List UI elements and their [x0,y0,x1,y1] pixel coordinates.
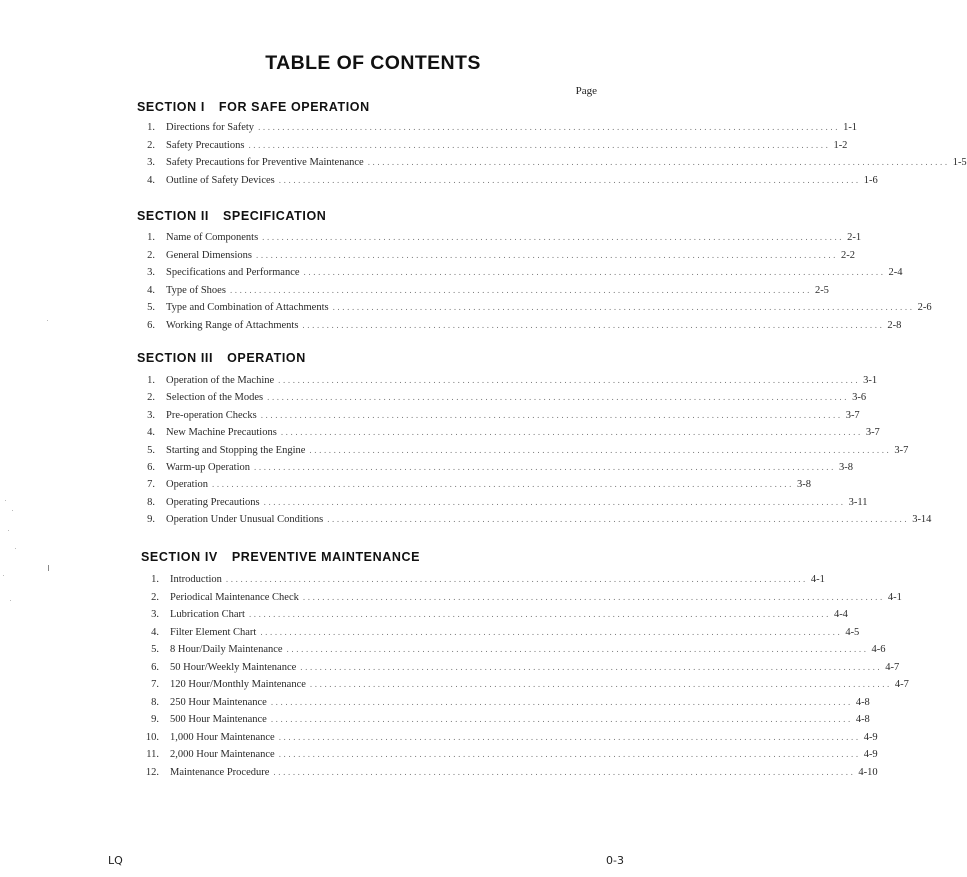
entry-number: 11. [146,749,159,760]
entry-page: 3-11 [848,496,868,508]
section-heading [141,550,420,564]
entry-title: Operating Precautions [166,496,260,508]
entry-page: 3-14 [912,514,932,526]
section-heading [137,209,326,223]
entry-number: 5. [151,644,159,655]
entry-number: 1. [151,574,159,585]
toc-entry[interactable] [137,157,967,173]
entry-number: 8. [151,696,159,708]
dot-leader: ........................................................................................................................ [278,375,861,385]
section-name: FOR SAFE OPERATION [218,100,370,114]
document-title: TABLE OF CONTENTS [265,52,481,74]
entry-page: 4-6 [871,644,886,655]
dot-leader: ........................................................................................................................ [260,626,843,637]
entry-title: Directions for Safety [166,122,255,133]
dot-leader: ........................................................................................................................ [327,514,910,525]
toc-entry[interactable] [137,479,811,495]
entry-number: 5. [147,302,155,314]
entry-title: Warm-up Operation [166,462,250,473]
entry-title: Type of Shoes [166,284,226,296]
toc-entry[interactable] [141,696,870,713]
entry-page: 2-4 [888,267,903,279]
entry-title: Operation Under Unusual Conditions [166,514,324,526]
dot-leader: ........................................................................................................................ [258,122,841,132]
toc-entry[interactable] [137,267,903,283]
entry-page: 2-1 [847,232,862,243]
dot-leader: ........................................................................................................................ [263,496,846,507]
entry-page: 2-5 [814,284,829,296]
entry-title: Name of Components [166,232,259,243]
section-number: SECTION IV [141,550,218,564]
entry-title: Selection of the Modes [166,392,264,404]
dot-leader: ........................................................................................................................ [367,157,950,168]
entry-page: 4-7 [894,679,909,690]
toc-entry[interactable] [141,766,878,783]
section-name: PREVENTIVE MAINTENANCE [231,550,421,564]
toc-entry[interactable] [137,139,848,156]
toc-entry[interactable] [141,661,900,678]
toc-entry[interactable] [137,462,853,478]
toc-entry[interactable] [137,514,932,530]
entry-title: Safety Precautions for Preventive Maintenance [166,157,364,169]
entry-title: Safety Precautions [166,139,245,151]
dot-leader: ........................................................................................................................ [278,731,861,742]
dot-leader: ........................................................................................................................ [248,139,831,150]
entry-number: 4. [147,427,155,439]
entry-number: 9. [147,514,155,526]
dot-leader: ........................................................................................................................ [260,409,843,420]
entry-number: 2. [151,591,159,603]
dot-leader: ........................................................................................................................ [302,320,885,330]
entry-title: General Dimensions [166,249,253,261]
toc-entry[interactable] [137,375,878,391]
dot-leader: ........................................................................................................................ [278,174,861,185]
entry-title: Type and Combination of Attachments [166,302,329,314]
entry-page: 4-8 [855,714,870,725]
section-number: SECTION II [137,209,209,223]
entry-title: Operation [166,479,208,491]
entry-number: 7. [147,479,155,491]
entry-number: 4. [151,626,159,638]
toc-entry[interactable] [137,444,909,461]
entry-page: 1-2 [833,139,848,151]
toc-entry[interactable] [141,644,886,660]
entry-number: 9. [151,714,159,725]
entry-title: Maintenance Procedure [170,766,270,778]
toc-entry[interactable] [137,122,858,138]
entry-page: 4-9 [863,731,878,743]
entry-title: Working Range of Attachments [166,320,299,331]
toc-entry[interactable] [137,427,880,443]
entry-title: 1,000 Hour Maintenance [170,731,275,743]
entry-page: 1-5 [952,157,967,169]
dot-leader: ........................................................................................................................ [225,574,808,584]
dot-leader: ........................................................................................................................ [332,302,915,313]
dot-leader: ........................................................................................................................ [256,249,839,260]
section-heading [137,351,306,365]
entry-title: Specifications and Performance [166,267,300,279]
entry-page: 3-7 [845,409,860,421]
entry-number: 8. [147,496,155,508]
dot-leader: ........................................................................................................................ [303,267,886,278]
entry-number: 6. [147,320,155,331]
entry-page: 1-6 [863,174,878,186]
dot-leader: ........................................................................................................................ [270,696,853,707]
toc-entry[interactable] [141,626,860,643]
entry-page: 1-1 [843,122,858,133]
page-column-label: Page [575,85,597,97]
toc-entry[interactable] [141,731,878,748]
dot-leader: ........................................................................................................................ [212,479,794,490]
entry-page: 4-5 [845,626,860,638]
entry-number: 2. [147,249,155,261]
entry-number: 3. [147,409,155,421]
section-number: SECTION III [137,351,214,365]
entry-number: 2. [147,392,155,404]
section-heading [137,100,370,114]
section-name: SPECIFICATION [222,209,327,223]
dot-leader: ........................................................................................................................ [300,661,883,672]
dot-leader: ........................................................................................................................ [262,232,845,242]
toc-entry[interactable] [137,249,856,266]
dot-leader: ........................................................................................................................ [286,644,869,654]
entry-title: Filter Element Chart [170,626,257,638]
toc-entry[interactable] [137,409,860,426]
entry-page: 3-7 [894,444,909,456]
entry-page: 3-6 [852,392,867,404]
dot-leader: ........................................................................................................................ [270,714,853,724]
entry-number: 3. [147,267,155,279]
dot-leader: ........................................................................................................................ [229,284,812,295]
toc-entry[interactable] [137,174,878,191]
dot-leader: ........................................................................................................................ [278,749,861,759]
dot-leader: ........................................................................................................................ [280,427,863,438]
entry-page: 3-7 [865,427,880,439]
dot-leader: ........................................................................................................................ [302,591,885,602]
dot-leader: ........................................................................................................................ [248,609,831,619]
dot-leader: ........................................................................................................................ [309,444,892,455]
entry-page: 3-8 [839,462,853,473]
entry-page: 4-4 [833,609,848,620]
page-number: 0-3 [606,854,624,867]
entry-page: 4-10 [858,766,878,778]
toc-entry[interactable] [141,609,848,625]
entry-number: 1. [147,232,155,243]
entry-number: 1. [147,375,155,386]
dot-leader: ........................................................................................................................ [254,462,836,472]
toc-entry[interactable] [137,496,868,513]
entry-title: 8 Hour/Daily Maintenance [170,644,283,655]
entry-page: 2-6 [917,302,932,314]
entry-title: 2,000 Hour Maintenance [170,749,275,760]
entry-number: 4. [147,174,155,186]
entry-title: Outline of Safety Devices [166,174,275,186]
dot-leader: ........................................................................................................................ [273,766,856,777]
entry-number: 2. [147,139,155,151]
toc-entry[interactable] [141,591,902,608]
dot-leader: ........................................................................................................................ [267,392,850,403]
entry-title: Introduction [170,574,222,585]
entry-number: 1. [147,122,155,133]
entry-number: 3. [151,609,159,620]
entry-title: 50 Hour/Weekly Maintenance [170,661,297,673]
entry-page: 4-1 [810,574,825,585]
toc-entry[interactable] [141,749,878,765]
toc-entry[interactable] [141,714,870,730]
entry-page: 3-1 [863,375,878,386]
section-number: SECTION I [137,100,205,114]
dot-leader: ........................................................................................................................ [309,679,892,689]
toc-entry[interactable] [141,574,825,590]
entry-page: 4-8 [855,696,870,708]
entry-title: Operation of the Machine [166,375,275,386]
toc-entry[interactable] [137,320,902,336]
entry-number: 7. [151,679,159,690]
entry-title: Starting and Stopping the Engine [166,444,306,456]
toc-entry[interactable] [137,284,829,301]
entry-number: 12. [145,766,159,778]
entry-page: 2-2 [841,249,856,261]
entry-title: Periodical Maintenance Check [170,591,299,603]
entry-title: 120 Hour/Monthly Maintenance [170,679,306,690]
entry-title: Pre-operation Checks [166,409,257,421]
entry-title: Lubrication Chart [170,609,245,620]
toc-entry[interactable] [137,392,867,408]
entry-page: 3-8 [797,479,811,491]
toc-entry[interactable] [137,302,932,318]
entry-title: New Machine Precautions [166,427,277,439]
entry-title: 250 Hour Maintenance [170,696,267,708]
entry-page: 4-9 [863,749,878,760]
footer-code: LQ [108,854,123,867]
entry-page: 2-8 [887,320,902,331]
toc-entry[interactable] [141,679,909,695]
entry-number: 10. [145,731,159,743]
entry-number: 5. [147,444,155,456]
entry-number: 3. [147,157,155,169]
entry-page: 4-1 [887,591,902,603]
section-name: OPERATION [227,351,306,365]
toc-entry[interactable] [137,232,862,248]
entry-number: 4. [147,284,155,296]
entry-title: 500 Hour Maintenance [170,714,267,725]
entry-page: 4-7 [885,661,900,673]
entry-number: 6. [151,661,159,673]
entry-number: 6. [147,462,155,473]
